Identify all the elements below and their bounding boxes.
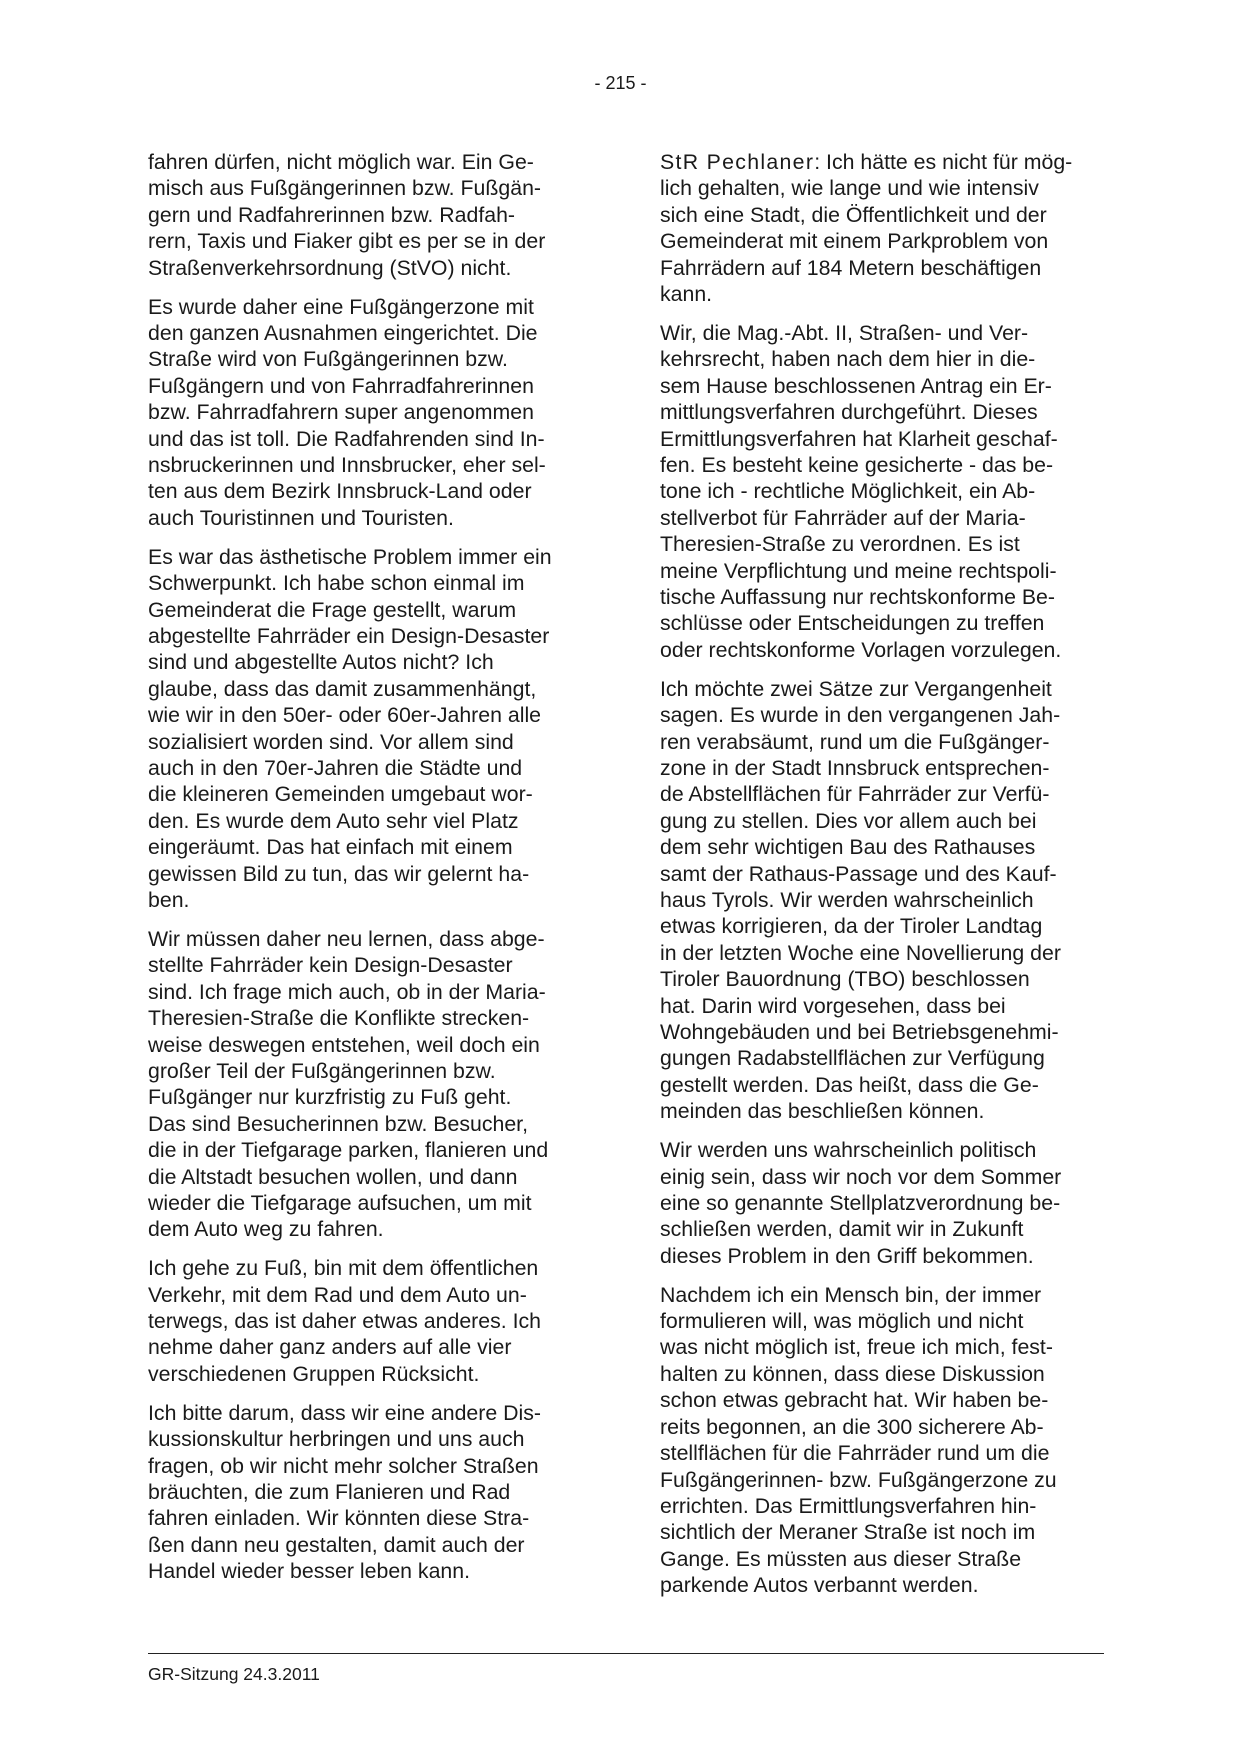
text-line	[148, 887, 591, 913]
line-text: Theresien-Straße die Konflikte strecken-	[148, 1006, 530, 1031]
paragraph	[148, 1255, 591, 1387]
footer-divider	[148, 1653, 1104, 1654]
text-line	[660, 255, 1103, 281]
line-text: auch Touristinnen und Touristen.	[148, 505, 454, 530]
line-text: nehme daher ganz anders auf alle vier	[148, 1335, 512, 1360]
line-text: tische Auffassung nur rechtskonforme Be-	[660, 585, 1055, 609]
line-text: Nachdem ich ein Mensch bin, der immer	[660, 1282, 1042, 1307]
text-line	[148, 478, 591, 504]
text-line	[148, 1216, 591, 1242]
text-line	[660, 1243, 1103, 1269]
line-text: eine so genannte Stellplatzverordnung be-	[660, 1190, 1061, 1215]
paragraph	[148, 149, 591, 281]
text-line	[148, 729, 591, 755]
text-line	[148, 649, 591, 675]
line-text: ben.	[148, 887, 190, 912]
paragraph	[148, 544, 591, 914]
text-line	[148, 175, 591, 201]
text-line	[148, 320, 591, 346]
line-text: Verkehr, mit dem Rad und dem Auto un-	[148, 1282, 527, 1307]
line-text: kehrsrecht, haben nach dem hier in die-	[660, 347, 1036, 372]
line-text: fragen, ob wir nicht mehr solcher Straßen	[148, 1453, 539, 1478]
text-line	[660, 399, 1103, 425]
line-text: Tiroler Bauordnung (TBO) beschlossen	[660, 967, 1030, 992]
line-text: Fahrrädern auf 184 Metern beschäftigen	[660, 255, 1042, 280]
line-text: verschiedenen Gruppen Rücksicht.	[148, 1361, 480, 1386]
line-text: wie wir in den 50er- oder 60er-Jahren alle	[148, 703, 542, 728]
paragraph	[660, 149, 1103, 307]
paragraph	[148, 294, 591, 532]
text-line	[148, 979, 591, 1005]
text-line	[660, 637, 1103, 663]
paragraph	[660, 1137, 1103, 1269]
text-line	[660, 1361, 1103, 1387]
line-text: rern, Taxis und Fiaker gibt es per se in der	[148, 229, 546, 254]
line-text: dieses Problem in den Griff bekommen.	[660, 1243, 1034, 1268]
text-line	[148, 861, 591, 887]
line-text: und das ist toll. Die Radfahrenden sind In-	[148, 426, 545, 451]
text-line	[660, 478, 1103, 504]
text-line	[660, 1045, 1103, 1071]
text-line	[660, 1098, 1103, 1124]
footer-session-date: GR-Sitzung 24.3.2011	[148, 1664, 320, 1684]
line-text: eingeräumt. Das hat einfach mit einem	[148, 835, 513, 860]
paragraph	[148, 1400, 591, 1585]
line-text: fahren dürfen, nicht möglich war. Ein Ge-	[148, 150, 534, 174]
line-text: Gemeinderat mit einem Parkproblem von	[660, 229, 1049, 254]
text-line	[660, 1572, 1103, 1598]
text-line	[148, 1111, 591, 1137]
text-line	[660, 755, 1103, 781]
text-line	[660, 346, 1103, 372]
text-line	[660, 1164, 1103, 1190]
line-text: reits begonnen, an die 300 sicherere Ab-	[660, 1414, 1044, 1439]
text-line	[660, 584, 1103, 610]
text-line	[660, 320, 1103, 346]
text-line	[660, 531, 1103, 557]
line-text: nsbruckerinnen und Innsbrucker, eher sel-	[148, 452, 546, 477]
text-line	[148, 228, 591, 254]
text-line	[660, 1387, 1103, 1413]
line-text: sich eine Stadt, die Öffentlichkeit und der	[660, 202, 1047, 227]
text-line	[660, 1440, 1103, 1466]
paragraph	[660, 676, 1103, 1125]
text-line	[660, 610, 1103, 636]
text-line	[660, 228, 1103, 254]
text-line	[148, 1137, 591, 1163]
paragraph	[660, 1282, 1103, 1599]
text-line	[660, 913, 1103, 939]
line-text: kann.	[660, 282, 713, 307]
line-text: misch aus Fußgängerinnen bzw. Fußgän-	[148, 176, 542, 201]
line-text: oder rechtskonforme Vorlagen vorzulegen.	[660, 637, 1062, 662]
text-line	[660, 861, 1103, 887]
page-number: - 215 -	[594, 73, 647, 93]
text-line	[148, 1361, 591, 1387]
line-text: tone ich - rechtliche Möglichkeit, ein Ab-	[660, 479, 1036, 504]
line-text: stellflächen für die Fahrräder rund um die	[660, 1441, 1050, 1466]
text-line	[148, 1084, 591, 1110]
text-line	[660, 202, 1103, 228]
line-text: Ermittlungsverfahren hat Klarheit geschaf-	[660, 426, 1058, 451]
line-text: Wir müssen daher neu lernen, dass abge-	[148, 926, 545, 951]
text-line	[148, 505, 591, 531]
line-text: einig sein, dass wir noch vor dem Sommer	[660, 1164, 1062, 1189]
text-line	[660, 966, 1103, 992]
line-text: terwegs, das ist daher etwas anderes. Ich	[148, 1309, 542, 1334]
line-text: formulieren will, was möglich und nicht	[660, 1309, 1024, 1334]
line-text: auch in den 70er-Jahren die Städte und	[148, 755, 523, 780]
text-line	[148, 623, 591, 649]
text-line	[148, 676, 591, 702]
line-text: den. Es wurde dem Auto sehr viel Platz	[148, 808, 519, 833]
text-line	[660, 175, 1103, 201]
line-text: mittlungsverfahren durchgeführt. Dieses	[660, 400, 1038, 425]
text-line	[148, 1190, 591, 1216]
text-line	[660, 1190, 1103, 1216]
line-text: meine Verpflichtung und meine rechtspoli-	[660, 558, 1057, 583]
line-text: de Abstellflächen für Fahrräder zur Verfü-	[660, 782, 1050, 807]
line-text: schließen werden, damit wir in Zukunft	[660, 1217, 1024, 1242]
line-text: sichtlich der Meraner Straße ist noch im	[660, 1520, 1036, 1545]
line-text: gestellt werden. Das heißt, dass die Ge-	[660, 1072, 1039, 1097]
line-text: Ich bitte darum, dass wir eine andere Dis-	[148, 1400, 541, 1425]
left-column	[148, 149, 591, 1597]
text-line	[148, 755, 591, 781]
text-line	[148, 926, 591, 952]
text-line	[148, 808, 591, 834]
text-line	[148, 1032, 591, 1058]
text-line	[660, 505, 1103, 531]
text-line	[148, 597, 591, 623]
line-text: kussionskultur herbringen und uns auch	[148, 1427, 525, 1452]
line-text: wieder die Tiefgarage aufsuchen, um mit	[148, 1190, 532, 1215]
text-line	[148, 952, 591, 978]
line-text: was nicht möglich ist, freue ich mich, fest-	[660, 1335, 1053, 1360]
line-text: hat. Darin wird vorgesehen, dass bei	[660, 993, 1006, 1018]
text-line	[660, 887, 1103, 913]
text-line	[148, 570, 591, 596]
text-line	[148, 373, 591, 399]
line-text: die kleineren Gemeinden umgebaut wor-	[148, 782, 533, 807]
text-line	[660, 558, 1103, 584]
text-line	[660, 373, 1103, 399]
text-line	[660, 1467, 1103, 1493]
line-text: sagen. Es wurde in den vergangenen Jah-	[660, 703, 1061, 728]
line-text: gewissen Bild zu tun, das wir gelernt ha-	[148, 861, 530, 886]
text-line	[148, 255, 591, 281]
text-line	[148, 1479, 591, 1505]
line-text: Fußgängern und von Fahrradfahrerinnen	[148, 373, 534, 398]
text-line	[148, 1400, 591, 1426]
line-text: Schwerpunkt. Ich habe schon einmal im	[148, 571, 525, 596]
text-line	[660, 426, 1103, 452]
text-line	[148, 1308, 591, 1334]
text-line	[148, 399, 591, 425]
line-text: samt der Rathaus-Passage und des Kauf-	[660, 861, 1057, 886]
text-line	[660, 993, 1103, 1019]
line-text: schon etwas gebracht hat. Wir haben be-	[660, 1388, 1049, 1413]
line-text: Straßenverkehrsordnung (StVO) nicht.	[148, 255, 512, 280]
line-text: Ich möchte zwei Sätze zur Vergangenheit	[660, 676, 1052, 701]
line-text: fahren einladen. Wir könnten diese Stra-	[148, 1506, 530, 1531]
text-line	[148, 1005, 591, 1031]
line-text: die Altstadt besuchen wollen, und dann	[148, 1164, 518, 1189]
line-text: weise deswegen entstehen, weil doch ein	[148, 1032, 540, 1057]
paragraph	[660, 320, 1103, 663]
right-column	[660, 149, 1103, 1611]
line-text: Fußgängerinnen- bzw. Fußgängerzone zu	[660, 1467, 1057, 1492]
text-line	[148, 1334, 591, 1360]
text-line	[148, 1505, 591, 1531]
line-text: Ich gehe zu Fuß, bin mit dem öffentlichen	[148, 1256, 539, 1281]
text-line	[148, 426, 591, 452]
line-text: parkende Autos verbannt werden.	[660, 1573, 979, 1598]
text-line	[148, 452, 591, 478]
text-line	[148, 346, 591, 372]
line-text: in der letzten Woche eine Novellierung der	[660, 940, 1061, 965]
line-text: etwas korrigieren, da der Tiroler Landtag	[660, 914, 1043, 939]
line-text: schlüsse oder Entscheidungen zu treffen	[660, 611, 1045, 636]
line-text: ten aus dem Bezirk Innsbruck-Land oder	[148, 479, 532, 504]
text-line	[660, 1216, 1103, 1242]
line-text: meinden das beschließen können.	[660, 1099, 985, 1124]
text-line	[660, 834, 1103, 860]
text-line	[660, 1019, 1103, 1045]
line-text: Straße wird von Fußgängerinnen bzw.	[148, 347, 508, 372]
text-line	[148, 781, 591, 807]
line-text: Theresien-Straße zu verordnen. Es ist	[660, 532, 1020, 557]
line-text: Es wurde daher eine Fußgängerzone mit	[148, 294, 534, 319]
text-line	[660, 452, 1103, 478]
text-line	[148, 202, 591, 228]
line-text: sozialisiert worden sind. Vor allem sind	[148, 729, 514, 754]
speaker-name: StR Pechlaner	[660, 150, 815, 174]
line-text: : Ich hätte es nicht für mög-	[814, 150, 1073, 174]
line-text: dem sehr wichtigen Bau des Rathauses	[660, 835, 1036, 860]
text-line	[148, 1426, 591, 1452]
text-line	[660, 1546, 1103, 1572]
text-line	[148, 1453, 591, 1479]
line-text: abgestellte Fahrräder ein Design-Desaster	[148, 623, 550, 648]
line-text: sem Hause beschlossenen Antrag ein Er-	[660, 373, 1052, 398]
line-text: dem Auto weg zu fahren.	[148, 1217, 384, 1242]
text-line	[660, 1519, 1103, 1545]
text-line	[660, 940, 1103, 966]
line-text: glaube, dass das damit zusammenhängt,	[148, 676, 537, 701]
line-text: stellte Fahrräder kein Design-Desaster	[148, 953, 513, 978]
text-line	[660, 702, 1103, 728]
text-line	[148, 1058, 591, 1084]
text-line	[660, 1282, 1103, 1308]
line-text: die in der Tiefgarage parken, flanieren und	[148, 1138, 549, 1163]
text-line	[660, 149, 1103, 175]
text-line	[148, 149, 591, 175]
line-text: gung zu stellen. Dies vor allem auch bei	[660, 808, 1037, 833]
line-text: haus Tyrols. Wir werden wahrscheinlich	[660, 887, 1034, 912]
line-text: ren verabsäumt, rund um die Fußgänger-	[660, 729, 1050, 754]
line-text: Es war das ästhetische Problem immer ein	[148, 544, 552, 569]
text-line	[660, 281, 1103, 307]
line-text: errichten. Das Ermittlungsverfahren hin-	[660, 1493, 1037, 1518]
line-text: ßen dann neu gestalten, damit auch der	[148, 1532, 525, 1557]
text-line	[660, 729, 1103, 755]
line-text: bzw. Fahrradfahrern super angenommen	[148, 400, 534, 425]
text-line	[660, 808, 1103, 834]
text-line	[148, 544, 591, 570]
line-text: den ganzen Ausnahmen eingerichtet. Die	[148, 320, 538, 345]
line-text: großer Teil der Fußgängerinnen bzw.	[148, 1058, 496, 1083]
line-text: stellverbot für Fahrräder auf der Maria-	[660, 505, 1026, 530]
line-text: gungen Radabstellflächen zur Verfügung	[660, 1046, 1045, 1071]
line-text: halten zu können, dass diese Diskussion	[660, 1361, 1045, 1386]
paragraph	[148, 926, 591, 1243]
text-line	[148, 1558, 591, 1584]
text-line	[660, 1493, 1103, 1519]
text-line	[148, 702, 591, 728]
line-text: Das sind Besucherinnen bzw. Besucher,	[148, 1111, 529, 1136]
line-text: Handel wieder besser leben kann.	[148, 1559, 471, 1584]
line-text: Gange. Es müssten aus dieser Straße	[660, 1546, 1022, 1571]
text-line	[660, 781, 1103, 807]
line-text: sind und abgestellte Autos nicht? Ich	[148, 650, 494, 675]
line-text: sind. Ich frage mich auch, ob in der Maria-	[148, 979, 546, 1004]
text-line	[660, 1308, 1103, 1334]
line-text: Wir werden uns wahrscheinlich politisch	[660, 1138, 1037, 1163]
line-text: zone in der Stadt Innsbruck entsprechen-	[660, 755, 1050, 780]
line-text: Wir, die Mag.-Abt. II, Straßen- und Ver-	[660, 320, 1029, 345]
text-line	[660, 1414, 1103, 1440]
line-text: gern und Radfahrerinnen bzw. Radfah-	[148, 202, 516, 227]
text-line	[148, 1164, 591, 1190]
text-line	[660, 1137, 1103, 1163]
line-text: bräuchten, die zum Flanieren und Rad	[148, 1480, 511, 1504]
text-line	[660, 1072, 1103, 1098]
text-line	[148, 1282, 591, 1308]
line-text: Gemeinderat die Frage gestellt, warum	[148, 597, 517, 622]
line-text: Fußgänger nur kurzfristig zu Fuß geht.	[148, 1085, 512, 1110]
text-line	[660, 676, 1103, 702]
line-text: lich gehalten, wie lange und wie intensiv	[660, 176, 1039, 201]
text-line	[148, 1255, 591, 1281]
text-line	[660, 1334, 1103, 1360]
line-text: Wohngebäuden und bei Betriebsgenehmi-	[660, 1020, 1059, 1044]
line-text: fen. Es besteht keine gesicherte - das be-	[660, 452, 1054, 477]
text-line	[148, 834, 591, 860]
text-line	[148, 294, 591, 320]
text-line	[148, 1532, 591, 1558]
